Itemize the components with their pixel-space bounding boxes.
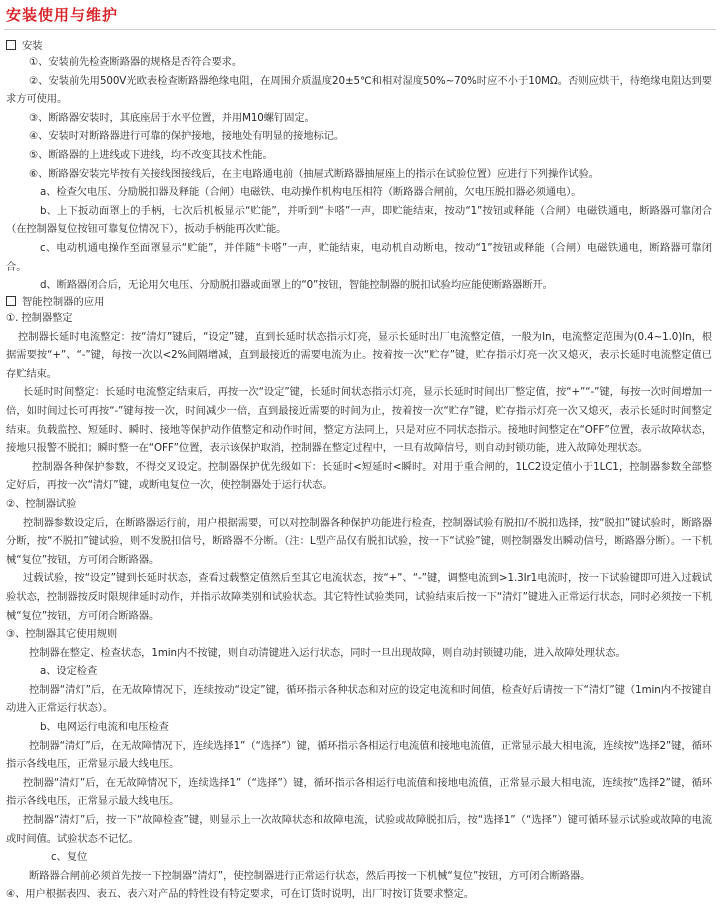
rule-heading-a: a、设定检查 xyxy=(40,665,98,678)
controller-paragraph: 过载试验，按“设定”键到长延时状态，查看过载整定值然后至其它电流状态，按“+”、“-”键，调整电流到>1.3Ir1电流时，按一下试验键即可进入过载试验状态，控制器按反时限规律延时动作，并指示故障类别和试验状态。其它特性试验类同，试验结束后按一下“清灯”键进入正常运行状态，同时必须按一下机械“复位”按钮，方可闭合断路器。 xyxy=(6,572,712,622)
subsection-heading-rules: ③、控制器其它使用规则 xyxy=(6,628,118,641)
section-heading-controller: 智能控制器的应用 xyxy=(6,295,104,309)
install-check-a: a、检查欠电压、分励脱扣器及释能（合闸）电磁铁、电动操作机构电压相符（断路器合闸前，欠电压脱扣器必须通电）。 xyxy=(40,186,582,199)
controller-note: ④、用户根据表四、表五、表六对产品的特性设有特定要求，可在订货时说明，出厂时按订货要求整定。 xyxy=(6,888,474,901)
page-title: 安装使用与维护 xyxy=(6,6,119,24)
controller-paragraph: 断路器合闸前必须首先按一下控制器“清灯”，使控制器进行正常运行状态，然后再按一下机械“复位”按钮，方可闭合断路器。 xyxy=(29,869,591,882)
install-body xyxy=(6,53,712,295)
install-check-d: d、断路器闭合后，无论用欠电压、分励脱扣器或面罩上的“0”按钮，智能控制器的脱扣试验均应能使断路器断开。 xyxy=(40,279,553,292)
rule-heading-b: b、电网运行电流和电压检查 xyxy=(40,721,169,734)
controller-paragraph: 控制器“清灯”后，在无故障情况下，连续选择1”（“选择”）键，循环指示各相运行电流值和接地电流值，正常显示最大相电流，连续按“选择2”键，循环指示各线电压，正常显示最大线电压。 xyxy=(6,776,712,808)
controller-paragraph: 控制器“清灯”后，按一下“故障检查”键，则显示上一次故障状态和故障电流，试验或故障脱扣后，按“选择1”（“选择”）键可循环显示试验或故障的电流或时间值。试验状态不记忆。 xyxy=(6,814,712,845)
controller-paragraph: 控制器长延时电流整定：按“清灯”键后，“设定”键，直到长延时状态指示灯亮，显示长延时出厂电流整定值，一般为In，电流整定范围为(0.4~1.0)In，根据需要按“+”、“-”键，每按一次以<2%间隔增减，直到最接近的需要电流为止。按着按一次“贮存”键，贮存指示灯亮一次又熄灭，表示长延时电流整定值已存贮结束。 xyxy=(6,330,712,380)
rule-heading-c: c、复位 xyxy=(51,851,88,864)
controller-paragraph: 控制器在整定、检查状态，1min内不按键，则自动清键进入运行状态，同时一旦出现故障，则自动封锁键功能，进入故障处理状态。 xyxy=(29,646,626,659)
install-step-3: ③、断路器安装时，其底座居于水平位置，并用M10螺钉固定。 xyxy=(29,111,315,124)
subsection-heading-test: ②、控制器试验 xyxy=(6,497,77,510)
install-check-b: b、上下扳动面罩上的手柄，七次后机板显示“贮能”，并听到“卡嗒”一声，即贮能结束，按动“1”按钮或释能（合闸）电磁铁通电，断路器可靠闭合（在控制器复位按钮可靠复位情况下），扳动手柄能再次贮能。 xyxy=(6,204,712,236)
install-step-6: ⑥、断路器安装完毕按有关接线图接线后，在主电路通电前（抽屉式断路器抽屉座上的指示在试验位置）应进行下列操作试验。 xyxy=(29,167,599,180)
controller-paragraph: 长延时时间整定：长延时电流整定结束后，再按一次“设定”键，长延时间状态指示灯亮，显示长延时时间出厂整定值，按“+”“-”键，每按一次时间增加一倍，如时间过长可再按“-”键每按一次，时间减少一倍，直到最接近需要的时间为止，按着按一次“贮存”键，贮存指示灯亮一次又熄灭，表示长延时时间整定结束。负载监控、短延时、瞬时、接地等保护动作值整定和动作时间，整定方法同上，只是对应不同状态指示。接地时间整定在“OFF”位置，表示故障状态，接地只报警不脱扣；瞬时整一在“OFF”位置，表示该保护取消，控制器在整定过程中，一旦有故障信号，则自动封锁功能，进入故障处理状态。 xyxy=(6,386,712,455)
controller-paragraph: 控制器“清灯”后，在无故障情况下，连续选择1”（“选择”）键，循环指示各相运行电流值和接地电流值，正常显示最大相电流，连续按“选择2”键，循环指示各线电压，正常显示最大线电压。 xyxy=(6,739,712,771)
section-heading-install: 安装 xyxy=(6,39,43,53)
install-check-c: c、电动机通电操作至面罩显示“贮能”，并伴随“卡嗒”一声，贮能结束，电动机自动断电，按动“1”按钮或释能（合闸）电磁铁通电，断路器可靠闭合。 xyxy=(6,241,712,273)
checkbox-icon xyxy=(6,40,16,50)
checkbox-icon xyxy=(6,296,16,306)
subsection-heading-setting: ①. 控制器整定 xyxy=(6,312,73,324)
controller-paragraph: 控制器“清灯”后，在无故障情况下，连续按动“设定”键，循环指示各种状态和对应的设定电流和时间值，检查好后请按一下“清灯”键（1min内不按键自动进入正常运行状态）。 xyxy=(6,683,712,715)
title-divider xyxy=(4,29,716,30)
controller-paragraph: 控制器参数设定后，在断路器运行前，用户根据需要，可以对控制器各种保护功能进行检查，控制器试验有脱扣/不脱扣选择，按“脱扣”键试验时，断路器分断，按“不脱扣”键试验，则不发脱扣信号，断路器不分断。（注：L型产品仅有脱扣试验，按一下“试验”键，则控制器发出瞬动信号，断路器分断）。一下机械“复位”按钮，方可闭合断路器。 xyxy=(6,516,712,566)
install-step-4: ④、安装时对断路器进行可靠的保护接地，接地处有明显的接地标记。 xyxy=(29,130,345,143)
install-step-2: ②、安装前先用500V光欧表检查断路器绝缘电阻，在周围介质温度20±5℃和相对湿度50%~70%时应不小于10MΩ。否则应烘干，待绝缘电阻达到要求方可使用。 xyxy=(6,74,712,106)
controller-paragraph: 控制器各种保护参数，不得交叉设定。控制器保护优先级如下：长延时<短延时<瞬时。对用于重合闸的，1LC2设定值小于1LC1，控制器参数全部整定好后，再按一次“清灯”键，或断电复位一次，使控制器处于运行状态。 xyxy=(6,460,712,492)
controller-body xyxy=(6,309,712,904)
install-step-1: ①、安装前先检查断路器的规格是否符合要求。 xyxy=(29,56,243,68)
install-step-5: ⑤、断路器的上进线或下进线，均不改变其技术性能。 xyxy=(29,148,273,161)
